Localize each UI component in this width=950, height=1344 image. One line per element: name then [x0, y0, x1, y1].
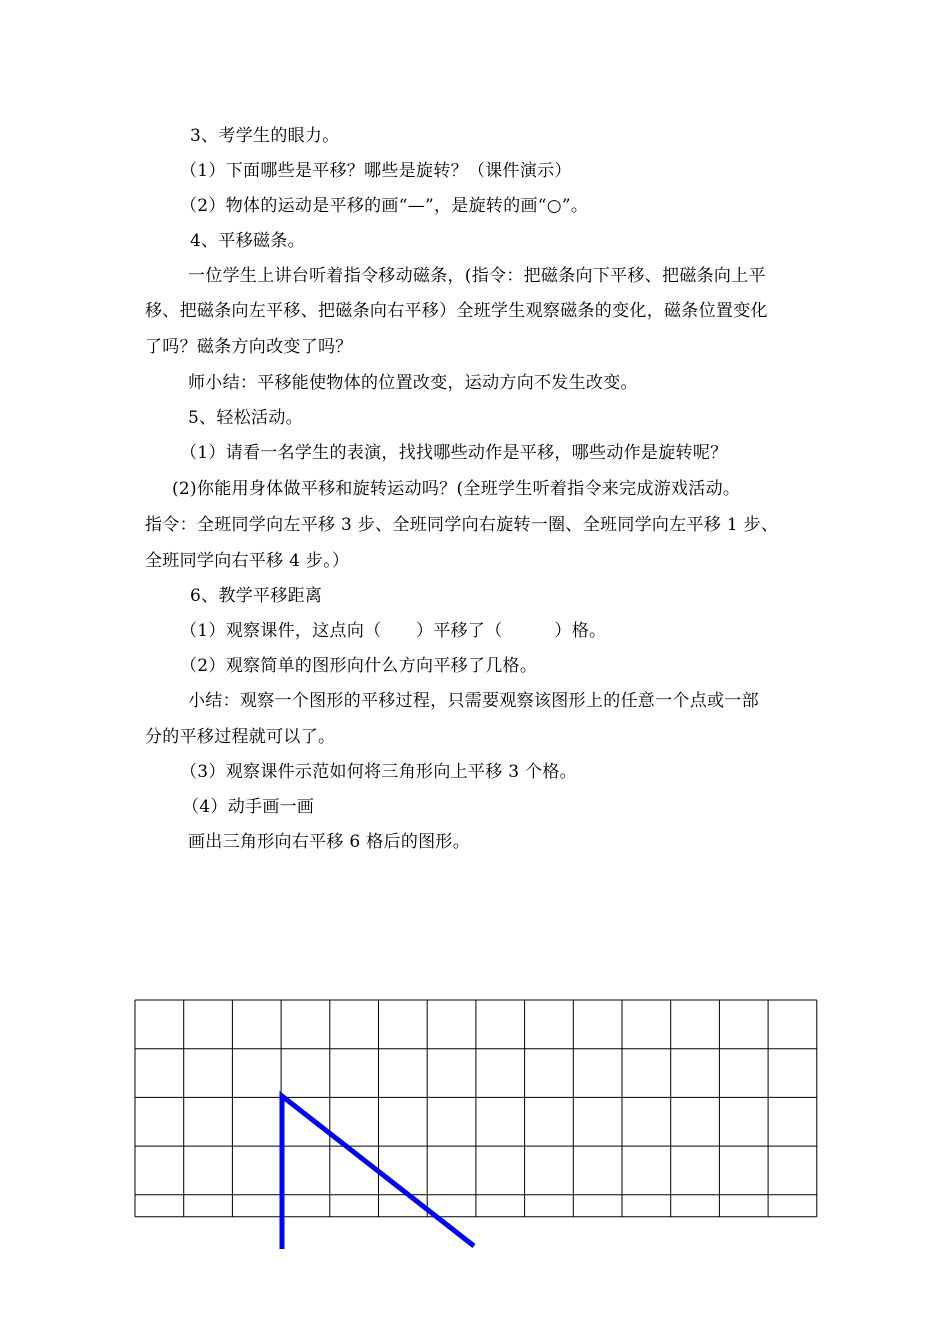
- item-3-2: （2）物体的运动是平移的画“—”，是旋转的画“○”。: [180, 196, 589, 216]
- item-5-2-line-2: 指令：全班同学向左平移 3 步、全班同学向右旋转一圈、全班同学向左平移 1 步、: [145, 515, 779, 535]
- item-5-2-line-3: 全班同学向右平移 4 步。）: [145, 551, 350, 571]
- section-heading-5: 5、轻松活动。: [188, 408, 303, 428]
- grid: [135, 1000, 817, 1217]
- section-heading-6: 6、教学平移距离: [190, 586, 323, 606]
- summary-line-2: 分的平移过程就可以了。: [145, 727, 336, 747]
- section-heading-4: 4、平移磁条。: [190, 231, 305, 251]
- item-6-3: （3）观察课件示范如何将三角形向上平移 3 个格。: [180, 762, 577, 782]
- paragraph-4-line-1: 一位学生上讲台听着指令移动磁条，(指令：把磁条向下平移、把磁条向上平: [188, 266, 766, 286]
- item-6-2: （2）观察简单的图形向什么方向平移了几格。: [180, 656, 538, 676]
- item-5-2-line-1: (2)你能用身体做平移和旋转运动吗？(全班学生听着指令来完成游戏活动。: [172, 479, 741, 499]
- paragraph-4-line-2: 移、把磁条向左平移、把磁条向右平移）全班学生观察磁条的变化，磁条位置变化: [145, 301, 768, 321]
- teacher-summary: 师小结：平移能使物体的位置改变，运动方向不发生改变。: [188, 373, 638, 393]
- paragraph-4-line-3: 了吗？磁条方向改变了吗？: [145, 337, 353, 357]
- item-6-4: （4）动手画一画: [182, 797, 315, 817]
- item-5-1: （1）请看一名学生的表演，找找哪些动作是平移，哪些动作是旋转呢？: [180, 443, 728, 463]
- drawing-instruction: 画出三角形向右平移 6 格后的图形。: [188, 832, 471, 852]
- item-6-1: （1）观察课件，这点向（ ）平移了（ ）格。: [180, 621, 607, 641]
- section-heading-3: 3、考学生的眼力。: [190, 126, 340, 146]
- summary-line-1: 小结：观察一个图形的平移过程，只需要观察该图形上的任意一个点或一部: [188, 691, 759, 711]
- item-3-1: （1）下面哪些是平移？哪些是旋转？（课件演示）: [180, 161, 572, 181]
